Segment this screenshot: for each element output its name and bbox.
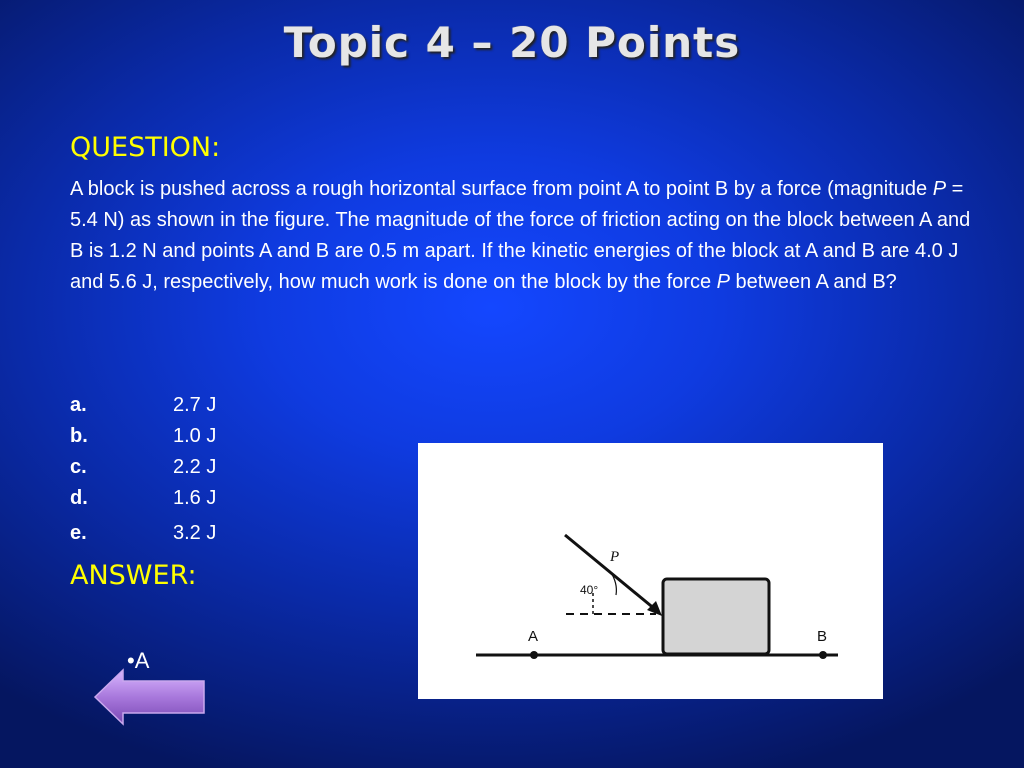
back-button[interactable]: [93, 668, 206, 726]
left-arrow-icon: [93, 668, 206, 726]
block-force-figure: [418, 443, 883, 699]
slide-title: Topic 4 – 20 Points: [283, 18, 741, 67]
question-text: [70, 174, 976, 298]
option-value: 1.6 J: [173, 487, 217, 509]
force-variable: P: [932, 178, 947, 200]
option-d: [70, 483, 216, 514]
point-b-marker: [819, 651, 827, 659]
option-b: [70, 421, 216, 452]
answer-text: •A: [127, 648, 150, 673]
answer-options: [70, 390, 216, 549]
option-letter: b.: [70, 425, 88, 447]
option-value: 1.0 J: [173, 425, 217, 447]
option-letter: c.: [70, 456, 87, 478]
option-letter: a.: [70, 394, 87, 416]
option-e: [70, 518, 216, 549]
question-text-part3: between A and B?: [729, 271, 897, 293]
option-value: 2.2 J: [173, 456, 217, 478]
option-letter: d.: [70, 487, 88, 509]
question-text-part2: = 5.4 N) as shown in the figure. The magnitude of the force of friction acting on the block between A and B is 1.2 N and points A and B are 0.5 m apart. If the kinetic energies of the block at A and B are 4.0 J and 5.6 J, respectively, how much work is done on the block by the force: [70, 178, 971, 293]
force-label: P: [610, 549, 620, 565]
force-variable: P: [716, 271, 730, 293]
option-a: [70, 390, 216, 421]
option-c: [70, 452, 216, 483]
option-value: 3.2 J: [173, 522, 217, 544]
answer-heading: ANSWER:: [70, 560, 197, 591]
block: [663, 579, 769, 654]
angle-label: 40°: [580, 583, 599, 597]
point-b-label: B: [817, 628, 828, 645]
option-letter: e.: [70, 522, 87, 544]
point-a-marker: [530, 651, 538, 659]
option-value: 2.7 J: [173, 394, 217, 416]
point-a-label: A: [528, 628, 539, 645]
question-text-part1: A block is pushed across a rough horizontal surface from point A to point B by a force (magnitude: [70, 178, 933, 200]
question-heading: QUESTION:: [70, 132, 221, 163]
